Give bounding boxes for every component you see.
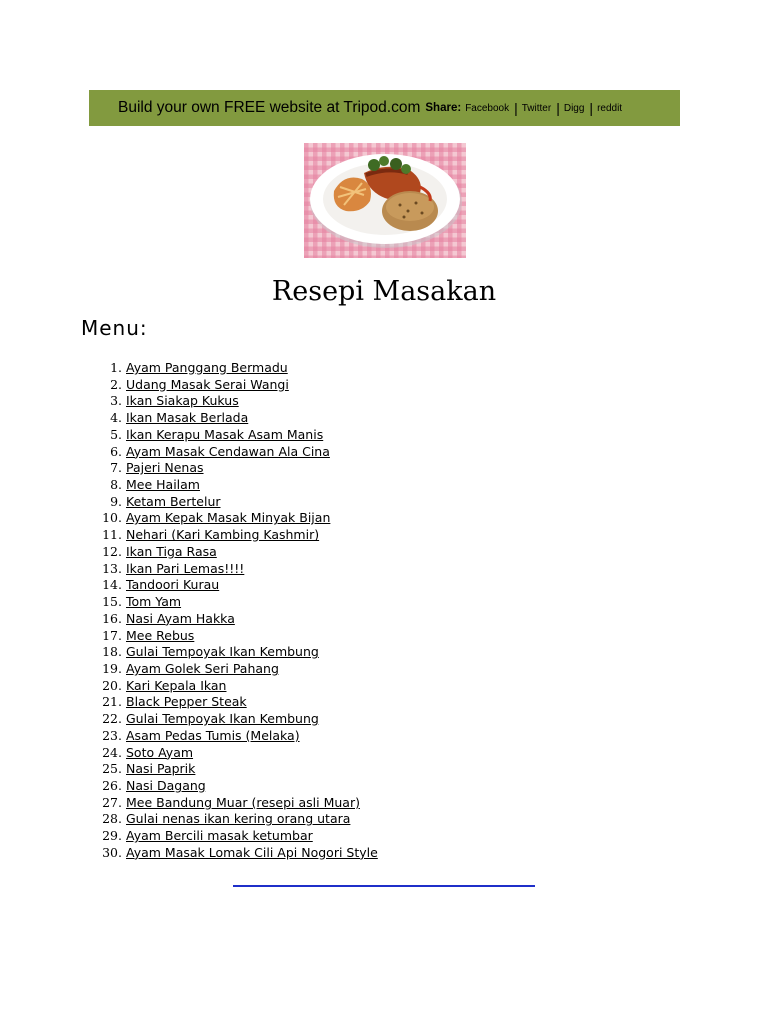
share-label: Share:	[425, 102, 462, 114]
page-title: Resepi Masakan	[271, 276, 497, 307]
list-item-number: 8.	[110, 477, 122, 493]
recipe-link[interactable]: Gulai Tempoyak Ikan Kembung	[126, 644, 319, 660]
list-item-number: 5.	[110, 426, 122, 442]
recipe-link[interactable]: Asam Pedas Tumis (Melaka)	[126, 727, 300, 743]
recipe-link[interactable]: Nasi Dagang	[126, 777, 206, 793]
share-facebook-link[interactable]: Facebook	[465, 102, 510, 114]
list-item-number: 20.	[102, 677, 122, 693]
list-item-number: 17.	[102, 627, 122, 643]
recipe-link[interactable]: Pajeri Nenas	[126, 460, 204, 476]
recipe-link[interactable]: Ayam Masak Lomak Cili Api Nogori Style	[126, 844, 378, 860]
list-item-number: 13.	[102, 560, 122, 576]
list-item-number: 28.	[102, 811, 122, 827]
recipe-link[interactable]: Gulai Tempoyak Ikan Kembung	[126, 711, 319, 727]
list-item-number: 12.	[102, 543, 122, 559]
list-item-number: 27.	[102, 794, 122, 810]
list-item-number: 14.	[102, 577, 122, 593]
list-item-number: 9.	[110, 493, 122, 509]
recipe-link[interactable]: Mee Hailam	[126, 477, 200, 493]
list-item-number: 15.	[102, 594, 122, 610]
recipe-link[interactable]: Tom Yam	[126, 594, 182, 610]
share-digg-link[interactable]: Digg	[563, 102, 585, 114]
recipe-link[interactable]: Tandoori Kurau	[126, 577, 220, 593]
recipe-link[interactable]: Mee Rebus	[126, 627, 195, 643]
share-separator: |	[589, 100, 594, 116]
list-item-number: 18.	[102, 644, 122, 660]
divider-line	[233, 885, 535, 887]
list-item-number: 23.	[102, 727, 122, 743]
list-item-number: 19.	[102, 660, 122, 676]
recipe-link[interactable]: Ayam Masak Cendawan Ala Cina	[126, 443, 330, 459]
build-website-link[interactable]: Build your own FREE website at Tripod.com	[118, 99, 421, 116]
list-item-number: 11.	[102, 527, 122, 543]
recipe-link[interactable]: Black Pepper Steak	[126, 694, 247, 710]
tripod-banner	[89, 90, 680, 126]
list-item-number: 30.	[102, 844, 122, 860]
recipe-link[interactable]: Ayam Panggang Bermadu	[126, 360, 288, 375]
share-twitter-link[interactable]: Twitter	[521, 102, 552, 114]
list-item-number: 10.	[102, 510, 122, 526]
list-item-number: 1.	[110, 360, 122, 375]
recipe-link[interactable]: Soto Ayam	[126, 744, 194, 760]
recipe-link[interactable]: Nehari (Kari Kambing Kashmir)	[126, 527, 320, 543]
list-item-number: 26.	[102, 777, 122, 793]
recipe-link[interactable]: Mee Bandung Muar (resepi asli Muar)	[126, 794, 360, 810]
list-item-number: 22.	[102, 711, 122, 727]
recipe-link[interactable]: Ayam Bercili masak ketumbar	[126, 828, 313, 844]
recipe-link[interactable]: Ikan Kerapu Masak Asam Manis	[126, 426, 324, 442]
menu-heading: Menu:	[81, 316, 148, 340]
list-item-number: 4.	[110, 410, 122, 426]
recipe-link[interactable]: Nasi Paprik	[126, 761, 196, 777]
recipe-link[interactable]: Ikan Masak Berlada	[126, 410, 249, 426]
food-plate-icon	[304, 143, 466, 258]
recipe-link[interactable]: Gulai nenas ikan kering orang utara	[126, 811, 351, 827]
list-item-number: 3.	[110, 393, 122, 409]
recipe-link[interactable]: Ikan Pari Lemas!!!!	[126, 560, 245, 576]
recipe-link[interactable]: Ikan Siakap Kukus	[126, 393, 239, 409]
recipe-link[interactable]: Ketam Bertelur	[126, 493, 221, 509]
food-dish-image	[304, 143, 466, 258]
recipe-link[interactable]: Ayam Golek Seri Pahang	[126, 660, 279, 676]
list-item-number: 7.	[110, 460, 122, 476]
list-item-number: 24.	[102, 744, 122, 760]
list-item-number: 21.	[102, 694, 122, 710]
list-item-number: 29.	[102, 828, 122, 844]
list-item-number: 2.	[110, 376, 122, 392]
list-item-number: 25.	[102, 761, 122, 777]
recipe-link[interactable]: Ikan Tiga Rasa	[126, 543, 217, 559]
share-reddit-link[interactable]: reddit	[597, 102, 623, 114]
recipe-link[interactable]: Nasi Ayam Hakka	[126, 610, 235, 626]
recipe-link[interactable]: Udang Masak Serai Wangi	[126, 376, 289, 392]
list-item-number: 16.	[102, 610, 122, 626]
share-separator: |	[556, 100, 560, 116]
recipe-link[interactable]: Kari Kepala Ikan	[126, 677, 227, 693]
list-item-number: 6.	[110, 443, 122, 459]
recipe-link[interactable]: Ayam Kepak Masak Minyak Bijan	[126, 510, 331, 526]
share-separator: |	[514, 100, 518, 116]
